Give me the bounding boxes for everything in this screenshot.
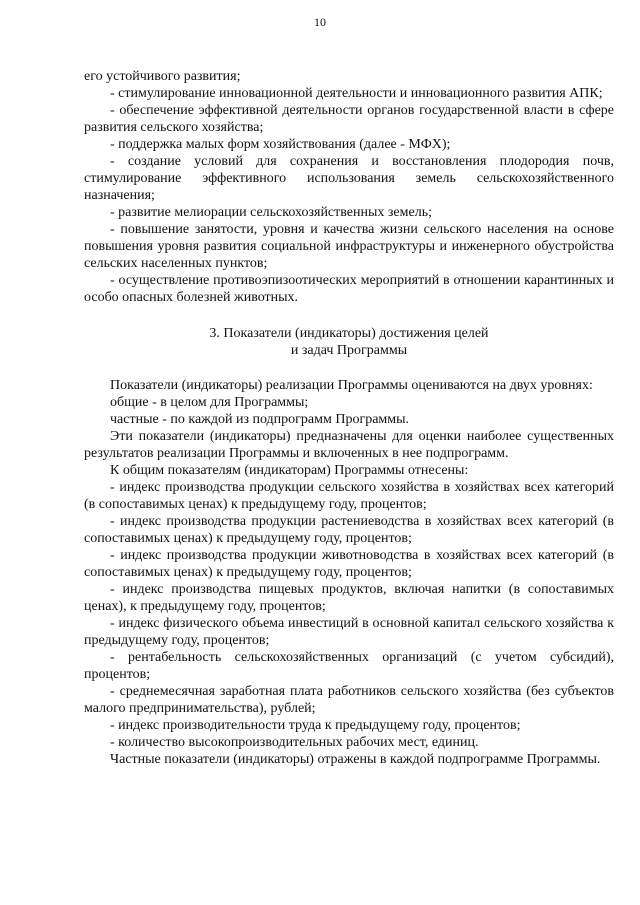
list-item: - индекс производства продукции сельского хозяйства в хозяйствах всех категорий (в сопоставимых ценах) к предыдущему году, процентов;: [84, 480, 614, 512]
list-item: - индекс производства продукции животноводства в хозяйствах всех категорий (в сопоставимых ценах) к предыдущему году, процентов;: [84, 548, 614, 580]
page-number: 10: [314, 15, 326, 29]
section-heading-line: и задач Программы: [290, 343, 408, 358]
paragraph: его устойчивого развития;: [84, 69, 241, 84]
section-heading-line: 3. Показатели (индикаторы) достижения целей: [209, 326, 489, 341]
list-item: - среднемесячная заработная плата работников сельского хозяйства (без субъектов малого предпринимательства), рублей;: [84, 684, 614, 716]
list-item: - осуществление противоэпизоотических мероприятий в отношении карантинных и особо опасных болезней животных.: [84, 273, 614, 305]
paragraph: общие - в целом для Программы;: [110, 395, 309, 410]
list-item: - стимулирование инновационной деятельности и инновационного развития АПК;: [110, 86, 603, 101]
list-item: - создание условий для сохранения и восстановления плодородия почв, стимулирование эффективного использования земель сельскохозяйственного назначения;: [84, 154, 614, 203]
list-item: - поддержка малых форм хозяйствования (далее - МФХ);: [110, 137, 451, 152]
list-item: - количество высокопроизводительных рабочих мест, единиц.: [110, 735, 479, 750]
list-item: - обеспечение эффективной деятельности органов государственной власти в сфере развития сельского хозяйства;: [84, 103, 614, 135]
paragraph: частные - по каждой из подпрограмм Программы.: [110, 412, 410, 427]
page-content: [84, 68, 614, 768]
list-item: - рентабельность сельскохозяйственных организаций (с учетом субсидий), процентов;: [84, 650, 614, 682]
list-item: - индекс физического объема инвестиций в основной капитал сельского хозяйства к предыдущему году, процентов;: [84, 616, 614, 648]
paragraph: Частные показатели (индикаторы) отражены в каждой подпрограмме Программы.: [110, 752, 601, 767]
list-item: - индекс производительности труда к предыдущему году, процентов;: [110, 718, 521, 733]
list-item: - развитие мелиорации сельскохозяйственных земель;: [110, 205, 432, 220]
list-item: - индекс производства пищевых продуктов, включая напитки (в сопоставимых ценах), к предыдущему году, процентов;: [84, 582, 614, 614]
paragraph: К общим показателям (индикаторам) Программы отнесены:: [110, 463, 469, 478]
paragraph: Показатели (индикаторы) реализации Программы оцениваются на двух уровнях:: [110, 378, 593, 393]
section-heading: [84, 325, 614, 359]
paragraph: Эти показатели (индикаторы) предназначены для оценки наиболее существенных результатов реализации Программы и включенных в нее подпрограмм.: [84, 429, 614, 461]
list-item: - повышение занятости, уровня и качества жизни сельского населения на основе повышения уровня развития социальной инфраструктуры и инженерного обустройства сельских населенных пунктов;: [84, 222, 614, 271]
list-item: - индекс производства продукции растениеводства в хозяйствах всех категорий (в сопоставимых ценах) к предыдущему году, процентов;: [84, 514, 614, 546]
